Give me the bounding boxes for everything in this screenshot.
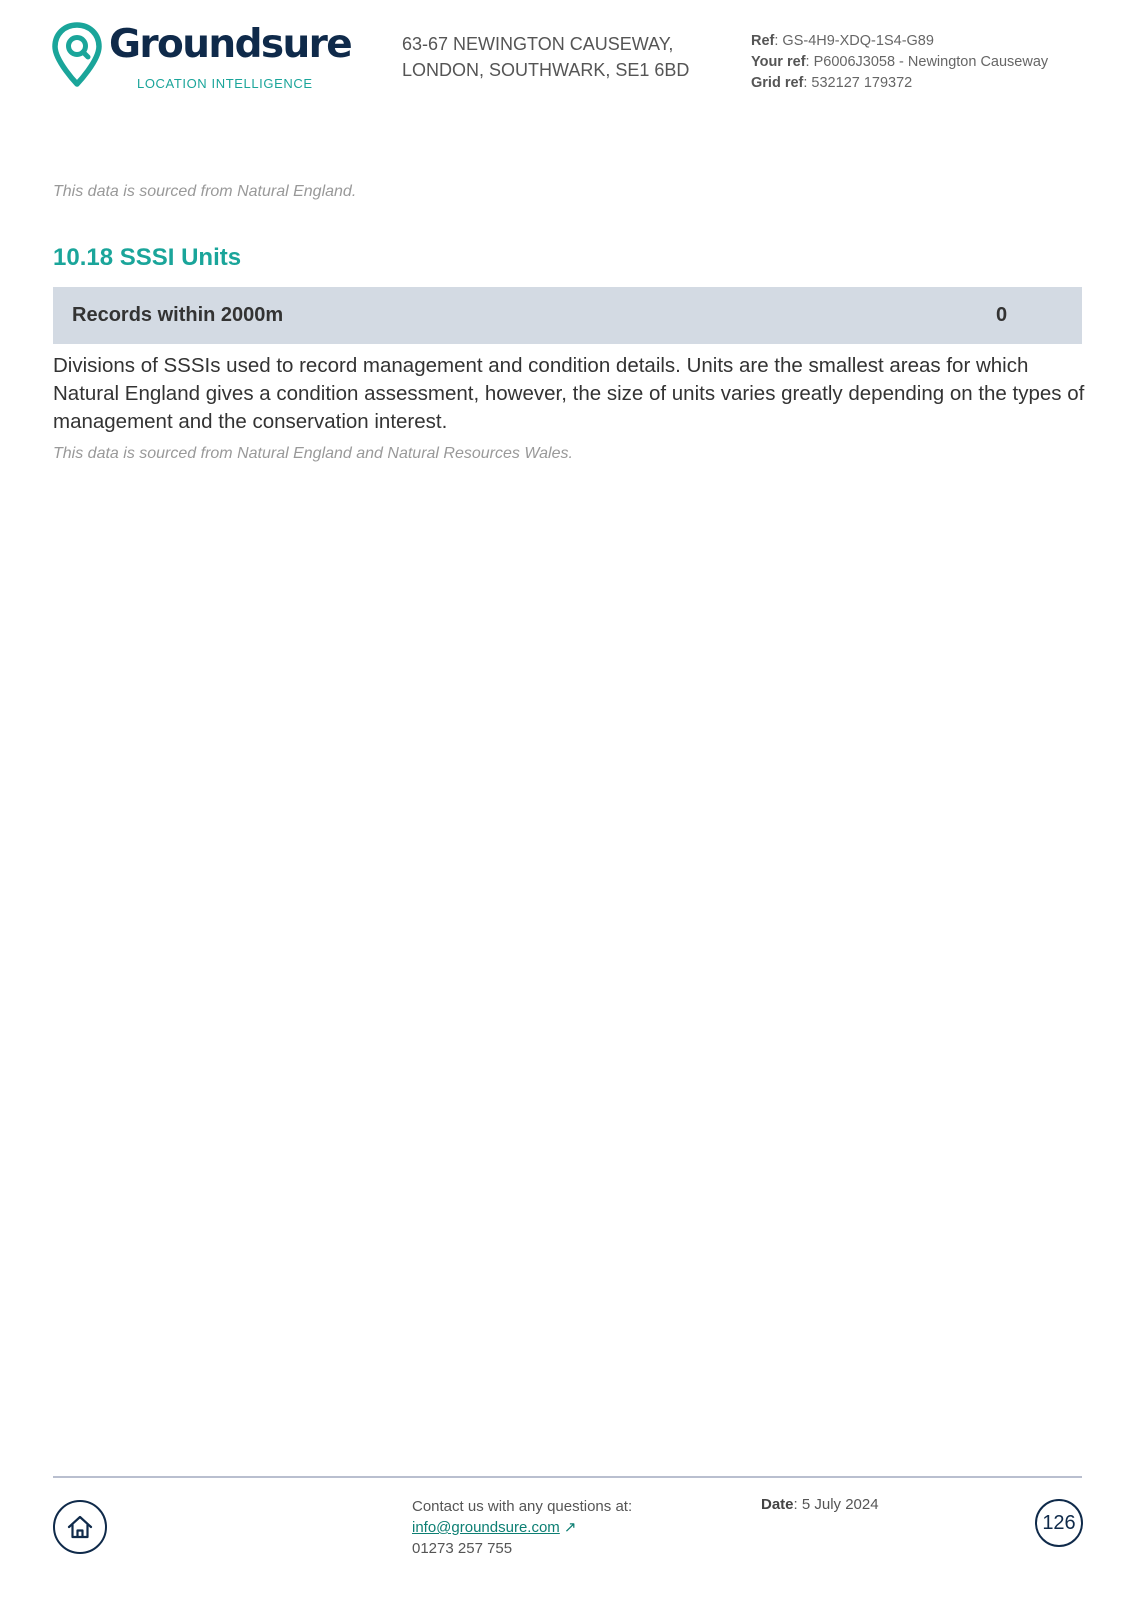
external-link-arrow-icon: ↗ <box>563 1519 577 1536</box>
home-icon <box>66 1513 94 1541</box>
address-line-2: LONDON, SOUTHWARK, SE1 6BD <box>402 60 690 80</box>
grid-ref-value: : 532127 179372 <box>803 75 913 91</box>
home-button[interactable] <box>53 1500 107 1554</box>
section-title: 10.18 SSSI Units <box>53 244 242 271</box>
contact-label: Contact us with any questions at: <box>412 1498 633 1515</box>
location-pin-icon <box>52 22 102 88</box>
date-value: : 5 July 2024 <box>793 1496 879 1513</box>
email-link[interactable]: info@groundsure.com <box>412 1519 560 1536</box>
grid-ref-row <box>751 73 1048 94</box>
groundsure-logo <box>52 22 352 92</box>
footer-divider <box>53 1476 1082 1478</box>
data-source-note: This data is sourced from Natural England. <box>53 183 357 200</box>
data-source-note-2: This data is sourced from Natural England and Natural Resources Wales. <box>53 445 573 462</box>
logo-tagline: LOCATION INTELLIGENCE <box>137 76 313 91</box>
address-line-1: 63-67 NEWINGTON CAUSEWAY, <box>402 34 674 54</box>
logo-wordmark: Groundsure <box>109 22 352 67</box>
grid-ref-label: Grid ref <box>751 75 804 91</box>
report-date <box>761 1496 879 1513</box>
section-description: Divisions of SSSIs used to record management and condition details. Units are the smallest areas for which Natural England gives a condition assessment, however, the size of units varies greatly depending on the types of management and the conservation interest. <box>53 354 1085 433</box>
ref-value: : GS-4H9-XDQ-1S4-G89 <box>774 33 934 49</box>
records-summary-bar <box>53 287 1082 344</box>
email-row <box>412 1517 632 1538</box>
ref-label: Ref <box>751 33 775 49</box>
reference-block <box>751 31 1048 94</box>
phone-number: 01273 257 755 <box>412 1540 513 1557</box>
your-ref-value: : P6006J3058 - Newington Causeway <box>805 54 1049 70</box>
date-label: Date <box>761 1496 794 1513</box>
your-ref-row <box>751 52 1048 73</box>
ref-row <box>751 31 1048 52</box>
records-count: 0 <box>996 304 1008 326</box>
site-address <box>402 31 689 83</box>
page-number: 126 <box>1035 1499 1083 1547</box>
contact-block <box>412 1496 632 1559</box>
your-ref-label: Your ref <box>751 54 806 70</box>
records-label: Records within 2000m <box>72 304 284 326</box>
